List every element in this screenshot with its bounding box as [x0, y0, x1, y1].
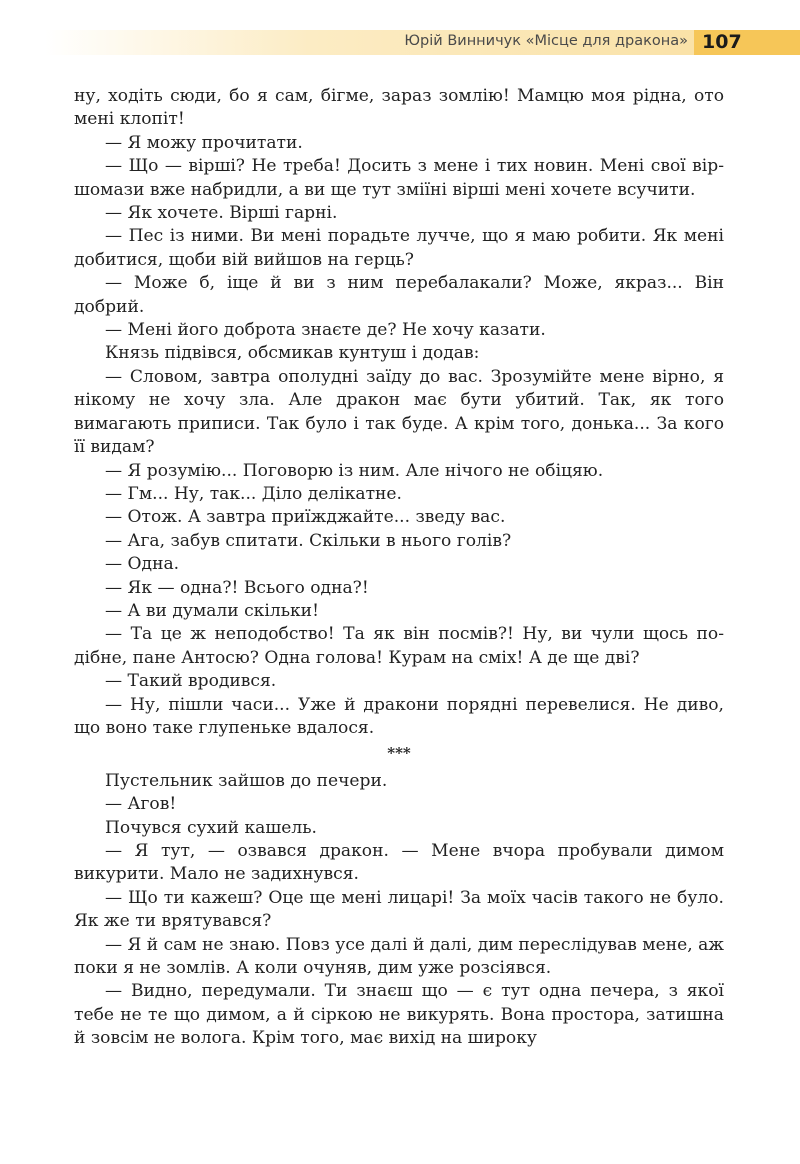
- paragraph: — Я розумію... Поговорю із ним. Але нічого не обіцяю.: [105, 460, 604, 481]
- paragraph: — Отож. А завтра приїжджайте... зведу вас.: [105, 507, 506, 528]
- paragraph: — Словом, завтра ополудні заїду до вас. Зрозумійте мене вірно, я нікому не хочу зла. Але дракон має бути убитий. Так, як того вимагають приписи. Так було і так буде. А крім того, донька... За кого її видам?: [74, 366, 724, 458]
- paragraph: Князь підвівся, обсмикав кунтуш і додав:: [105, 343, 480, 364]
- paragraph: — Мені його доброта знаєте де? Не хочу казати.: [105, 320, 546, 341]
- paragraph: — Що — вірші? Не треба! Досить з мене і тих новин. Мені свої віршомази вже набридли, а ви ще тут зміїні вірші мені хочете всучити.: [74, 156, 724, 200]
- paragraph: — Видно, передумали. Ти знаєш що — є тут одна печера, з якої тебе не те що димом, а й сіркою не викурять. Вона простора, затишна й зовсім не волога. Крім того, має вихід на широку: [74, 981, 724, 1049]
- paragraph: — Одна.: [105, 554, 180, 575]
- paragraph: — Гм... Ну, так... Діло делікатне.: [105, 483, 402, 504]
- paragraph: — Агов!: [105, 794, 177, 815]
- paragraph: — Я можу прочитати.: [105, 132, 303, 153]
- paragraph: ну, ходіть сюди, бо я сам, бігме, зараз зомлію! Мамцю моя рідна, ото мені клопіт!: [74, 86, 724, 130]
- paragraph: — Я й сам не знаю. Повз усе далі й далі, дим переслідував мене, аж поки я не зомлів. А коли очуняв, дим уже розсіявся.: [74, 934, 724, 979]
- paragraph: — Такий вродився.: [105, 671, 277, 692]
- page-number: 107: [694, 30, 800, 55]
- paragraph: — Що ти кажеш? Оце ще мені лицарі! За моїх часів такого не було. Як же ти врятувався?: [74, 887, 724, 932]
- header-title: Юрій Винничук «Місце для дракона»: [404, 33, 688, 49]
- paragraph: Пустельник зайшов до печери.: [105, 770, 388, 791]
- paragraph: Почувся сухий кашель.: [105, 817, 317, 838]
- running-header: [45, 30, 800, 55]
- paragraph: — А ви думали скільки!: [105, 600, 319, 621]
- section-separator: ***: [387, 744, 411, 763]
- paragraph: — Ага, забув спитати. Скільки в нього голів?: [105, 530, 512, 551]
- paragraph: — Як хочете. Вірші гарні.: [105, 203, 338, 224]
- paragraph: — Пес із ними. Ви мені порадьте лучче, що я маю робити. Як мені добитися, щоби вій вийшов на герць?: [74, 226, 724, 270]
- paragraph: — Та це ж неподобство! Та як він посмів?! Ну, ви чули щось подібне, пане Антосю? Одна голова! Курам на сміх! А де ще дві?: [74, 624, 724, 668]
- page-body: [74, 85, 724, 1051]
- paragraph: — Як — одна?! Всього одна?!: [105, 577, 369, 598]
- paragraph: — Може б, іще й ви з ним перебалакали? Може, якраз... Він добрий.: [74, 273, 724, 317]
- paragraph: — Ну, пішли часи... Уже й дракони порядні перевелися. Не диво, що воно таке глупеньке вдалося.: [74, 694, 724, 738]
- paragraph: — Я тут, — озвався дракон. — Мене вчора пробували димом викурити. Мало не задихнувся.: [74, 840, 724, 885]
